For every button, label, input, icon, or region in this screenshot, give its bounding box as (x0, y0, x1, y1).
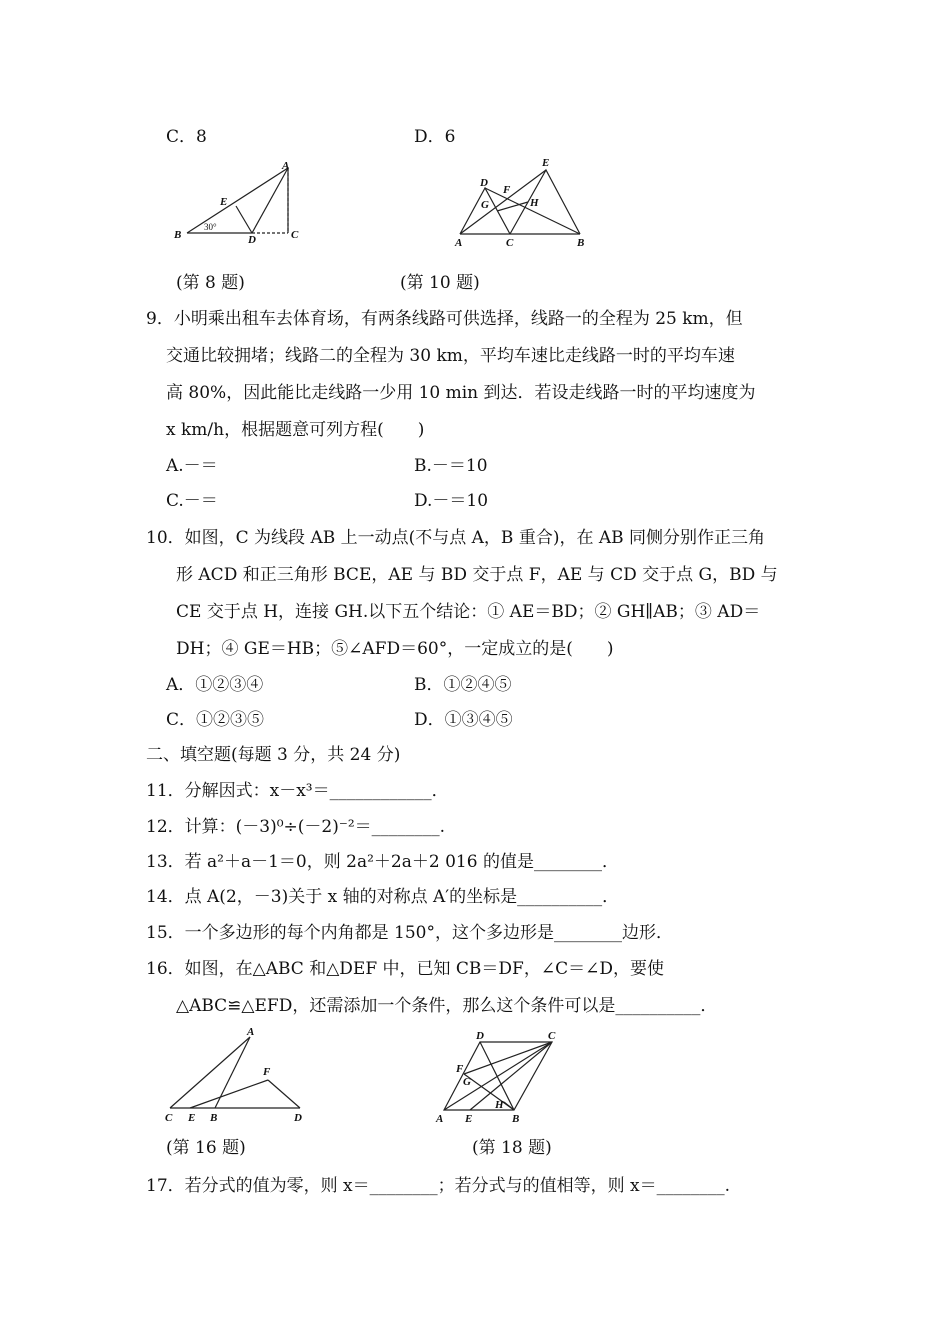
fig16-label-d: D (294, 1112, 302, 1124)
fig10-label-d: D (480, 177, 488, 189)
fig18-label-f: F (456, 1063, 464, 1075)
caption-fig8: (第 8 题) (176, 273, 245, 293)
q10-option-c: C．①②③⑤ (166, 710, 265, 730)
fig16-label-f: F (263, 1066, 271, 1078)
fig10-label-b: B (577, 237, 585, 249)
q17: 17．若分式的值为零，则 x＝________；若分式与的值相等，则 x＝________. (146, 1176, 731, 1196)
q9-option-a: A.－＝ (166, 456, 218, 476)
fig16-label-b: B (210, 1112, 218, 1124)
figure-16 (160, 1025, 310, 1125)
fig16-label-a: A (247, 1026, 255, 1038)
q12: 12．计算：(－3)⁰÷(－2)⁻²＝________. (146, 817, 446, 837)
q13: 13．若 a²＋a－1＝0，则 2a²＋2a＋2 016 的值是________． (146, 852, 619, 872)
figure-18 (432, 1028, 567, 1128)
fig18-label-e: E (465, 1113, 473, 1125)
q15: 15．一个多边形的每个内角都是 150°，这个多边形是________边形． (146, 923, 673, 943)
q9-line-4: x km/h，根据题意可列方程( ) (166, 420, 425, 440)
fig10-label-e: E (542, 157, 550, 169)
q9-line-2: 交通比较拥堵；线路二的全程为 30 km，平均车速比走线路一时的平均车速 (166, 346, 735, 366)
fig16-label-e: E (188, 1112, 196, 1124)
q11: 11．分解因式：x－x³＝____________． (146, 781, 449, 801)
q10-option-a: A．①②③④ (166, 675, 264, 695)
q10-option-b: B．①②④⑤ (414, 675, 512, 695)
fig10-label-c: C (506, 237, 514, 249)
q8-option-d: D．6 (414, 127, 456, 147)
q8-option-c: C．8 (166, 127, 207, 147)
fig8-label-b: B (174, 229, 182, 241)
fig8-label-d: D (248, 234, 256, 246)
fig18-label-d: D (476, 1030, 484, 1042)
fig8-angle: 30° (204, 222, 217, 232)
fig18-label-c: C (548, 1030, 556, 1042)
q10-option-d: D．①③④⑤ (414, 710, 513, 730)
section-2-title: 二、填空题(每题 3 分，共 24 分) (146, 745, 401, 765)
caption-fig16: (第 16 题) (166, 1138, 246, 1158)
q16-line-2: △ABC≌△EFD，还需添加一个条件，那么这个条件可以是__________． (176, 996, 718, 1016)
fig10-label-f: F (503, 184, 511, 196)
fig18-label-b: B (512, 1113, 520, 1125)
q9-option-b: B.－＝10 (414, 456, 488, 476)
fig8-label-a: A (282, 160, 290, 172)
fig18-label-h: H (495, 1099, 504, 1111)
fig10-label-g: G (481, 199, 489, 211)
fig16-label-c: C (165, 1112, 173, 1124)
q9-option-d: D.－＝10 (414, 491, 489, 511)
q10-line-1: 10．如图，C 为线段 AB 上一动点(不与点 A，B 重合)，在 AB 同侧分别作正三角 (146, 528, 766, 548)
q10-line-3: CE 交于点 H，连接 GH.以下五个结论：① AE＝BD；② GH∥AB；③ AD＝ (176, 602, 761, 622)
fig8-label-e: E (220, 196, 228, 208)
fig18-label-g: G (463, 1076, 471, 1088)
figure-10 (450, 156, 595, 251)
figure-8 (170, 158, 310, 248)
caption-fig10: (第 10 题) (400, 273, 480, 293)
q16-line-1: 16．如图，在△ABC 和△DEF 中，已知 CB＝DF，∠C＝∠D，要使 (146, 959, 664, 979)
fig10-label-a: A (455, 237, 463, 249)
q9-option-c: C.－＝ (166, 491, 218, 511)
caption-fig18: (第 18 题) (472, 1138, 552, 1158)
q14: 14．点 A(2，－3)关于 x 轴的对称点 A′的坐标是__________． (146, 887, 620, 907)
fig10-label-h: H (530, 197, 539, 209)
q10-line-2: 形 ACD 和正三角形 BCE，AE 与 BD 交于点 F，AE 与 CD 交于点 G，BD 与 (176, 565, 778, 585)
q9-line-3: 高 80%，因此能比走线路一少用 10 min 到达．若设走线路一时的平均速度为 (166, 383, 756, 403)
q9-line-1: 9．小明乘出租车去体育场，有两条线路可供选择，线路一的全程为 25 km，但 (146, 309, 743, 329)
fig18-label-a: A (436, 1113, 444, 1125)
q10-line-4: DH；④ GE＝HB；⑤∠AFD＝60°，一定成立的是( ) (176, 639, 614, 659)
fig8-label-c: C (291, 229, 299, 241)
